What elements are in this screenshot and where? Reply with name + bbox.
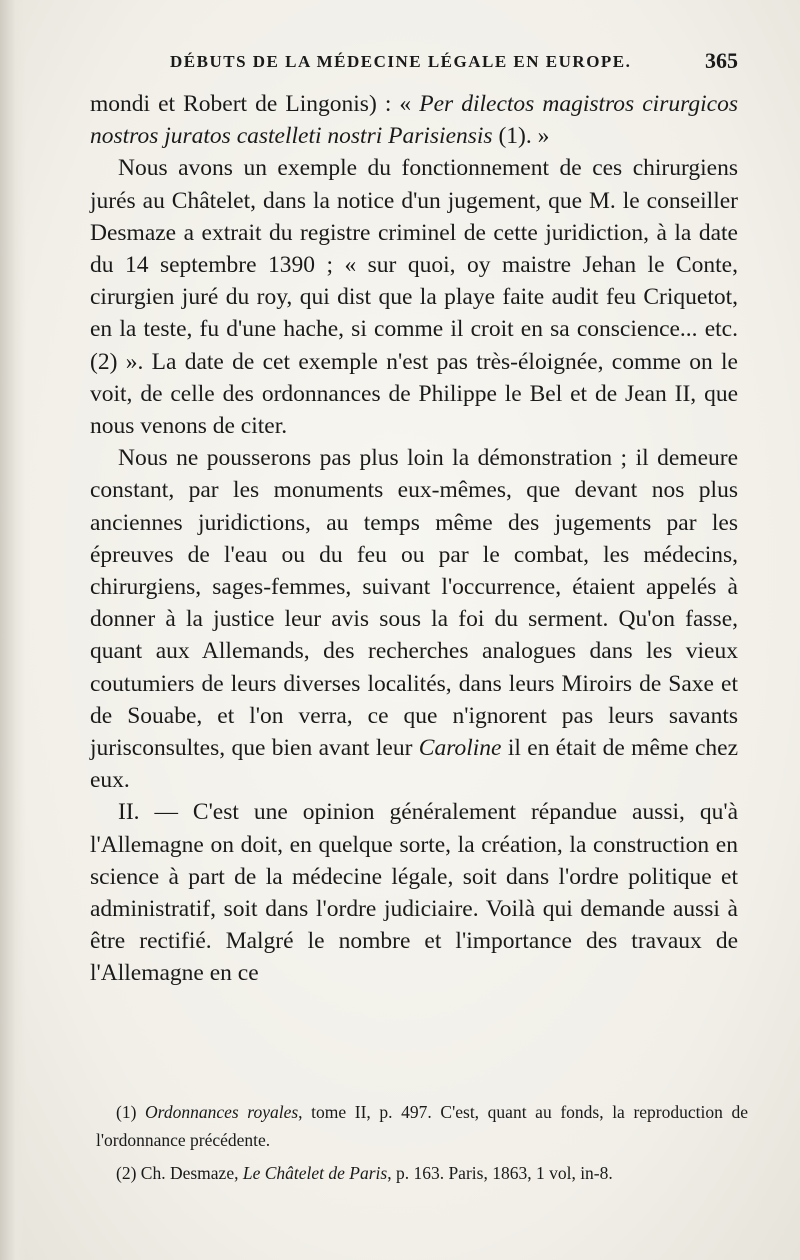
italic-text: Caroline xyxy=(418,735,502,762)
paragraph-3 xyxy=(90,442,738,796)
italic-text: Le Châtelet de Paris xyxy=(242,1163,388,1183)
text-run: (1) xyxy=(116,1102,146,1122)
running-title: DÉBUTS DE LA MÉDECINE LÉGALE EN EUROPE. xyxy=(170,52,632,71)
text-run: , p. 163. Paris, 1863, 1 vol, in-8. xyxy=(387,1163,613,1183)
italic-text: Ordonnances royales xyxy=(145,1102,299,1122)
footnote-2 xyxy=(96,1159,748,1187)
text-run: II. — C'est une opinion généralement répandue aussi, qu'à l'Allemagne on doit, en quelque sorte, la création, la construction en science à part de la médecine légale, soit dans l'ordre politique et administratif, soit dans l'ordre judiciaire. Voilà qui demande aussi à être rectifié. Malgré le nombre et l'importance des travaux de l'Allemagne en ce xyxy=(90,799,738,987)
text-run: il en était de même chez eux. xyxy=(90,735,739,794)
body-text xyxy=(90,88,738,990)
paragraph-2 xyxy=(90,152,738,442)
binding-shadow xyxy=(0,0,26,1260)
text-run: (2) Ch. Desmaze, xyxy=(116,1163,243,1183)
italic-text: Per dilectos magistros cirurgicos nostros juratos castelleti nostri Parisiensis xyxy=(90,91,738,150)
page-header xyxy=(170,48,738,78)
page-number: 365 xyxy=(705,48,738,73)
text-run: mondi et Robert de Lingonis) : « xyxy=(90,91,420,117)
footnotes xyxy=(96,1098,748,1187)
text-run: Nous ne pousserons pas plus loin la démonstration ; il demeure constant, par les monuments eux-mêmes, que devant nos plus anciennes juridictions, au temps même des jugements par les épreuves de l'eau ou du feu ou par le combat, les médecins, chirurgiens, sages-femmes, suivant l'occurrence, étaient appelés à donner à la justice leur avis sous la foi du serment. Qu'on fasse, quant aux Allemands, des recherches analogues dans les vieux coutumiers de leurs diverses localités, dans leurs Miroirs de Saxe et de Souabe, et l'on verra, ce que n'ignorent pas leurs savants jurisconsultes, que bien avant leur xyxy=(90,445,738,762)
text-run: , tome II, p. 497. C'est, quant au fonds, la reproduction de l'ordonnance précédente. xyxy=(96,1102,749,1150)
paragraph-1 xyxy=(90,88,738,152)
text-run: Nous avons un exemple du fonctionnement de ces chirurgiens jurés au Châtelet, dans la notice d'un jugement, que M. le conseiller Desmaze a extrait du registre criminel de cette juridiction, à la date du 14 septembre 1390 ; « sur quoi, oy maistre Jehan le Conte, cirurgien juré du roy, qui dist que la playe faite audit feu Criquetot, en la teste, fu d'une hache, si comme il croit en sa conscience... etc. (2) ». La date de cet exemple n'est pas très-éloignée, comme on le voit, de celle des ordonnances de Philippe le Bel et de Jean II, que nous venons de citer. xyxy=(90,155,738,440)
text-run: (1). » xyxy=(492,123,550,150)
paragraph-4 xyxy=(90,796,738,989)
footnote-1 xyxy=(96,1098,748,1154)
